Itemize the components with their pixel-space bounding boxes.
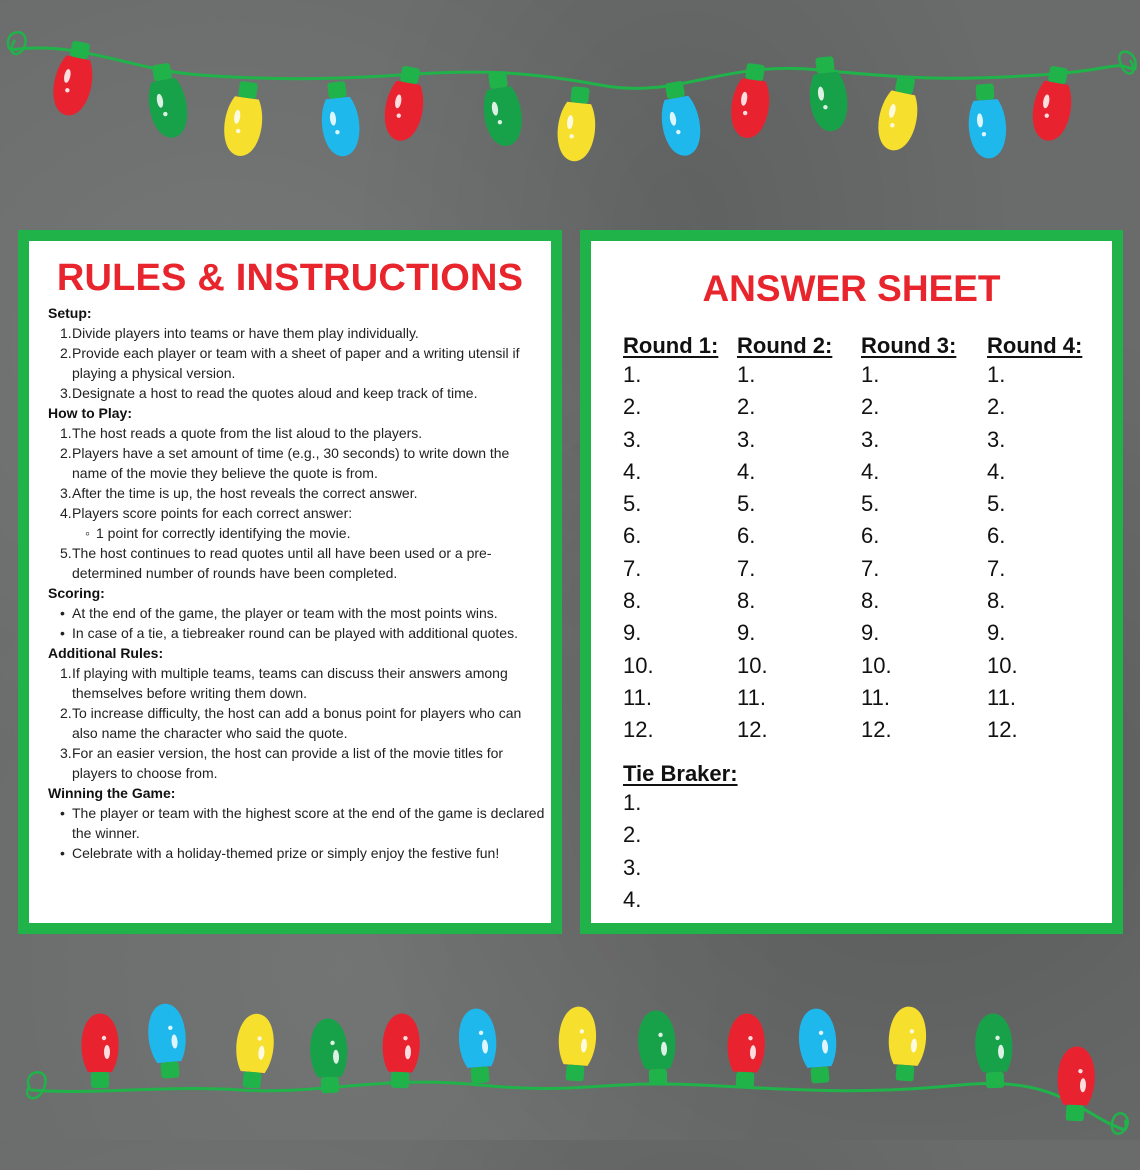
answer-line: 11.	[861, 684, 890, 710]
list-item: 2. Provide each player or team with a sheet of paper and a writing utensil if playing a physical version.	[60, 345, 520, 381]
blue-light-bulb-icon	[457, 1007, 499, 1084]
answer-line: 7.	[737, 555, 756, 581]
answer-line: 6.	[861, 523, 880, 549]
round-4-heading: Round 4:	[987, 333, 1083, 358]
answer-line: 9.	[987, 620, 1006, 646]
answer-line: 1.	[861, 362, 880, 387]
how-to-play-list	[48, 423, 548, 523]
list-item: 1. Divide players into teams or have them play individually.	[60, 325, 419, 341]
additional-rules-list	[48, 663, 548, 783]
rules-body	[48, 303, 548, 863]
answer-line: 8.	[861, 588, 880, 614]
tie-breaker-line: 3.	[623, 854, 642, 880]
sub-list-item: ◦ 1 point for correctly identifying the movie.	[48, 523, 548, 543]
round-2-lines	[737, 359, 832, 747]
yellow-light-bulb-icon	[233, 1012, 277, 1089]
top-string-lights	[0, 0, 1140, 180]
additional-rules-heading: Additional Rules:	[48, 645, 164, 661]
blue-light-bulb-icon	[146, 1002, 190, 1079]
answer-line: 1.	[623, 362, 642, 387]
list-item: • Celebrate with a holiday-themed prize or simply enjoy the festive fun!	[48, 843, 548, 863]
round-1-lines	[623, 359, 718, 747]
answer-line: 12.	[861, 717, 892, 743]
answer-line: 7.	[623, 555, 642, 581]
winning-list	[48, 803, 548, 863]
yellow-light-bulb-icon	[886, 1005, 928, 1082]
tie-breaker-lines	[623, 787, 738, 916]
answer-line: 6.	[623, 523, 642, 549]
round-2-heading: Round 2:	[737, 333, 833, 358]
how-to-play-heading: How to Play:	[48, 405, 133, 421]
round-3-lines	[861, 359, 956, 747]
answer-sheet-card	[580, 230, 1123, 934]
answer-line: 10.	[737, 652, 768, 678]
round-4-lines	[987, 359, 1082, 747]
answer-line: 4.	[987, 458, 1006, 484]
tie-breaker-line: 1.	[623, 790, 642, 815]
answer-line: 3.	[623, 426, 642, 452]
answer-line: 12.	[737, 717, 768, 743]
green-light-bulb-icon	[309, 1018, 349, 1094]
answer-line: 12.	[987, 717, 1018, 743]
list-item: • In case of a tie, a tiebreaker round can be played with additional quotes.	[48, 623, 548, 643]
scoring-sublist	[48, 523, 548, 543]
answer-line: 11.	[737, 684, 766, 710]
answer-line: 9.	[861, 620, 880, 646]
answer-line: 4.	[861, 458, 880, 484]
answer-line: 2.	[987, 394, 1006, 420]
scoring-list	[48, 603, 548, 643]
red-light-bulb-icon	[1056, 1046, 1096, 1122]
answer-line: 6.	[987, 523, 1006, 549]
blue-light-bulb-icon	[797, 1007, 839, 1084]
green-light-bulb-icon	[974, 1013, 1014, 1089]
answer-line: 12.	[623, 717, 654, 743]
answer-line: 1.	[737, 362, 756, 387]
answer-line: 2.	[861, 394, 880, 420]
answer-line: 1.	[987, 362, 1006, 387]
rules-card	[18, 230, 562, 934]
yellow-light-bulb-icon	[873, 73, 925, 154]
answer-line: 10.	[623, 652, 654, 678]
answer-line: 2.	[737, 394, 756, 420]
answer-line: 9.	[623, 620, 642, 646]
list-item: • The player or team with the highest score at the end of the game is declared the winner.	[48, 803, 548, 843]
yellow-light-bulb-icon	[220, 79, 267, 158]
answer-line: 8.	[623, 588, 642, 614]
list-item: 1. The host reads a quote from the list aloud to the players.	[60, 425, 423, 441]
answer-sheet-title: ANSWER SHEET	[702, 268, 1001, 309]
list-item: 4. Players score points for each correct answer:	[60, 505, 353, 521]
scoring-heading: Scoring:	[48, 585, 105, 601]
answer-line: 3.	[861, 426, 880, 452]
tie-breaker-heading: Tie Braker:	[623, 761, 738, 786]
list-item: 1. If playing with multiple teams, teams can discuss their answers among themselves before writing them down.	[60, 665, 508, 701]
answer-line: 7.	[987, 555, 1006, 581]
red-light-bulb-icon	[81, 1014, 118, 1089]
red-light-bulb-icon	[48, 38, 100, 119]
answer-line: 8.	[987, 588, 1006, 614]
answer-line: 5.	[623, 491, 642, 517]
answer-line: 3.	[987, 426, 1006, 452]
tie-breaker-line: 2.	[623, 822, 642, 848]
bottom-string-lights	[0, 990, 1140, 1170]
answer-line: 2.	[623, 394, 642, 420]
answer-line: 7.	[861, 555, 880, 581]
list-item: 3. Designate a host to read the quotes aloud and keep track of time.	[60, 385, 478, 401]
answer-line: 10.	[861, 652, 892, 678]
setup-heading: Setup:	[48, 305, 92, 321]
how-to-play-list-cont	[48, 543, 548, 583]
answer-line: 5.	[861, 491, 880, 517]
green-light-bulb-icon	[478, 69, 525, 148]
answer-line: 10.	[987, 652, 1018, 678]
list-item: 3. After the time is up, the host reveals the correct answer.	[60, 485, 418, 501]
answer-line: 3.	[737, 426, 756, 452]
green-light-bulb-icon	[637, 1010, 677, 1086]
tie-breaker-line: 4.	[623, 886, 642, 912]
blue-light-bulb-icon	[655, 79, 705, 159]
wire-loop-left	[27, 1072, 45, 1098]
answer-line: 4.	[737, 458, 756, 484]
rules-title: RULES & INSTRUCTIONS	[56, 257, 524, 299]
blue-light-bulb-icon	[318, 80, 363, 158]
blue-light-bulb-icon	[966, 83, 1008, 160]
answer-line: 5.	[987, 491, 1006, 517]
light-wire	[30, 1082, 1125, 1130]
list-item: 2. Players have a set amount of time (e.g., 30 seconds) to write down the name of the movie they believe the quote is from.	[60, 445, 510, 481]
list-item: 2. To increase difficulty, the host can add a bonus point for players who can also name the character who said the quote.	[60, 705, 522, 741]
light-wire	[10, 48, 1135, 88]
list-item: 5. The host continues to read quotes until all have been used or a pre-determined number of rounds have been completed.	[60, 545, 492, 581]
round-3-column	[861, 333, 956, 747]
green-light-bulb-icon	[806, 55, 851, 133]
answer-line: 9.	[737, 620, 756, 646]
yellow-light-bulb-icon	[556, 1005, 598, 1082]
list-item: 3. For an easier version, the host can provide a list of the movie titles for players to choose from.	[60, 745, 504, 781]
setup-list	[48, 323, 548, 403]
winning-heading: Winning the Game:	[48, 785, 176, 801]
wire-loop-right	[1112, 1113, 1128, 1133]
answer-line: 11.	[623, 684, 652, 710]
list-item: • At the end of the game, the player or team with the most points wins.	[48, 603, 548, 623]
round-4-column	[987, 333, 1082, 747]
round-1-column	[623, 333, 718, 747]
round-1-heading: Round 1:	[623, 333, 719, 358]
round-3-heading: Round 3:	[861, 333, 957, 358]
wire-loop-right	[1119, 52, 1135, 74]
answer-line: 6.	[737, 523, 756, 549]
answer-line: 11.	[987, 684, 1016, 710]
yellow-light-bulb-icon	[555, 85, 600, 163]
answer-line: 8.	[737, 588, 756, 614]
round-2-column	[737, 333, 832, 747]
red-light-bulb-icon	[726, 1013, 766, 1089]
tie-breaker-section	[623, 761, 738, 916]
wire-loop-left	[8, 32, 26, 54]
red-light-bulb-icon	[381, 1013, 421, 1089]
answer-line: 4.	[623, 458, 642, 484]
answer-line: 5.	[737, 491, 756, 517]
